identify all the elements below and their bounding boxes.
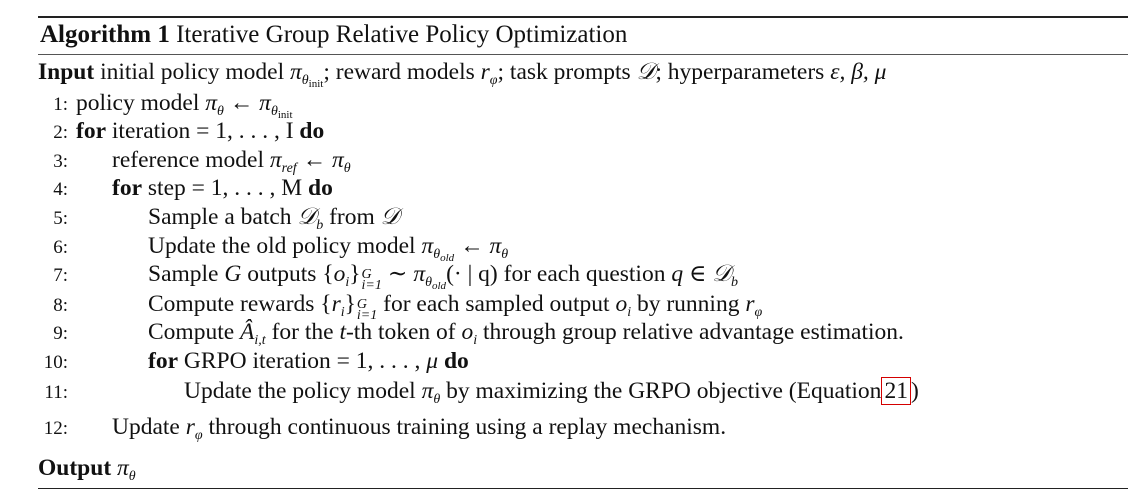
line-number: 8: <box>53 295 68 316</box>
theta-sub: θ <box>343 161 351 176</box>
o-symbol: o <box>333 261 346 287</box>
header-rule <box>38 54 1128 55</box>
it-sub: i,t <box>254 333 266 348</box>
arrow-symbol: ← <box>460 233 484 259</box>
theta-sub: θ <box>128 469 136 484</box>
theta-sub: θ <box>217 104 224 119</box>
line-text: Sample <box>148 261 219 287</box>
pi-symbol: π <box>117 455 129 481</box>
line-number: 3: <box>53 151 68 172</box>
i-sub: i <box>473 333 478 348</box>
in-symbol: ∈ <box>688 261 707 287</box>
pi-symbol: π <box>331 147 344 173</box>
upper-bound: G <box>356 297 368 312</box>
line-text-d: through group relative advantage estimation. <box>483 319 904 345</box>
algo-line-11 <box>38 377 919 414</box>
line-text: Compute rewards <box>148 291 315 317</box>
old-sub: old <box>440 252 455 264</box>
theta-init-sub <box>302 73 324 88</box>
for-keyword: for <box>76 118 107 144</box>
algorithm-block <box>38 16 1128 484</box>
line-text: Update <box>112 414 180 440</box>
phi-sub: φ <box>754 305 763 320</box>
set-bounds <box>362 269 382 291</box>
line-text-b: for each sampled output <box>383 291 610 317</box>
upper-bound: G <box>361 267 372 282</box>
line-number: 12: <box>43 418 68 439</box>
dataset-symbol: 𝒟 <box>380 204 400 230</box>
lower-bound: i=1 <box>361 278 382 293</box>
do-keyword: do <box>443 348 469 374</box>
pi-symbol: π <box>421 233 434 259</box>
line-text-b: for the <box>271 319 334 345</box>
algo-line-10 <box>38 347 469 377</box>
o-symbol: o <box>461 319 474 345</box>
line-number: 2: <box>53 122 68 143</box>
b-sub: b <box>731 275 738 290</box>
output-set: $\{o_i\}$ <box>322 261 361 290</box>
line-text-c: by running <box>636 291 740 317</box>
r-symbol: r <box>745 291 755 317</box>
pi-symbol: π <box>421 378 434 404</box>
G-symbol: G <box>224 261 242 287</box>
do-keyword: do <box>308 175 333 201</box>
line-text-b: through continuous training using a replay mechanism. <box>208 414 727 440</box>
line-number: 10: <box>43 352 68 373</box>
theta-sub: θ <box>501 247 509 262</box>
input-text-b: ; reward models <box>323 59 475 85</box>
line-text-b: outputs <box>247 261 317 287</box>
reward-set: $\{r_i\}$ <box>320 291 356 320</box>
line-text: GRPO iteration = 1, . . . , <box>183 348 421 374</box>
pi-symbol: π <box>489 233 502 259</box>
algo-line-2 <box>38 117 324 147</box>
line-text: Update the old policy model <box>148 233 416 259</box>
pi-symbol: π <box>290 59 302 85</box>
line-number: 11: <box>44 382 68 403</box>
line-number: 1: <box>53 94 68 115</box>
output-keyword: Output <box>38 455 112 481</box>
theta-symbol: θ <box>270 104 278 119</box>
ref-sub: ref <box>281 161 297 176</box>
algorithm-label: Algorithm 1 <box>40 21 170 48</box>
hyperparams: ε, β, μ <box>830 59 887 85</box>
i-sub: i <box>345 275 350 290</box>
line-number: 9: <box>53 323 68 344</box>
init-sub: init <box>277 109 293 121</box>
algorithm-title <box>38 18 1128 54</box>
theta-symbol: θ <box>433 247 441 262</box>
for-keyword: for <box>148 348 179 374</box>
arrow-symbol: ← <box>302 147 327 173</box>
theta-symbol: θ <box>425 275 432 290</box>
line-text: Update the policy model <box>184 378 416 404</box>
input-text-a: initial policy model <box>100 59 285 85</box>
theta-sub: θ <box>433 392 441 407</box>
line-text: step = 1, . . . , M <box>147 175 303 201</box>
do-keyword: do <box>299 118 325 144</box>
conditional: (· | q) <box>446 261 498 287</box>
line-text: Sample a batch <box>148 204 292 230</box>
theta-old-sub <box>425 275 446 290</box>
output-line <box>38 454 136 491</box>
line-text: reference model <box>112 147 264 173</box>
dataset-symbol: 𝒟 <box>712 261 731 287</box>
line-number: 7: <box>53 265 68 286</box>
dataset-symbol: 𝒟 <box>297 204 317 230</box>
input-text-d: ; hyperparameters <box>655 59 825 85</box>
line-text: Compute <box>148 319 235 345</box>
r-symbol: r <box>185 414 195 440</box>
dataset-symbol: 𝒟 <box>636 59 656 85</box>
lower-bound: i=1 <box>356 308 378 323</box>
line-text: policy model <box>76 90 200 116</box>
phi-sub: φ <box>194 428 203 443</box>
tilde-symbol: ∼ <box>387 261 408 287</box>
init-sub: init <box>308 78 324 90</box>
advantage-symbol: Â <box>240 319 255 345</box>
line-text-c: for each question <box>503 261 666 287</box>
r-symbol: r <box>480 59 490 85</box>
q-symbol: q <box>671 261 684 287</box>
phi-sub: φ <box>489 73 498 88</box>
t-symbol: t <box>339 319 346 345</box>
o-symbol: o <box>615 291 628 317</box>
line-number: 6: <box>53 237 68 258</box>
arrow-symbol: ← <box>229 90 254 116</box>
line-text-c: ) <box>910 378 919 404</box>
line-text-b: from <box>329 204 375 230</box>
pi-symbol: π <box>269 147 282 173</box>
line-text-c: -th token of <box>345 319 456 345</box>
old-sub: old <box>432 280 447 292</box>
input-keyword: Input <box>38 59 95 85</box>
pi-symbol: π <box>413 261 426 287</box>
i-sub: i <box>340 305 345 320</box>
pi-symbol: π <box>259 90 271 116</box>
bottom-rule <box>38 488 1128 489</box>
line-number: 5: <box>53 208 68 229</box>
algorithm-name: Iterative Group Relative Policy Optimization <box>176 21 628 48</box>
algo-line-12 <box>38 413 726 450</box>
theta-symbol: θ <box>301 73 309 88</box>
line-text: iteration = 1, . . . , I <box>111 118 294 144</box>
mu-symbol: μ <box>426 348 439 374</box>
input-text-c: ; task prompts <box>497 59 631 85</box>
i-sub: i <box>627 305 632 320</box>
algo-line-4 <box>38 174 333 204</box>
pi-symbol: π <box>205 90 218 116</box>
line-text-b: by maximizing the GRPO objective (Equation <box>446 378 882 404</box>
equation-reference-link[interactable]: 21 <box>881 377 911 405</box>
line-number: 4: <box>53 179 68 200</box>
b-sub: b <box>316 218 324 233</box>
for-keyword: for <box>112 175 143 201</box>
r-symbol: r <box>331 291 341 317</box>
